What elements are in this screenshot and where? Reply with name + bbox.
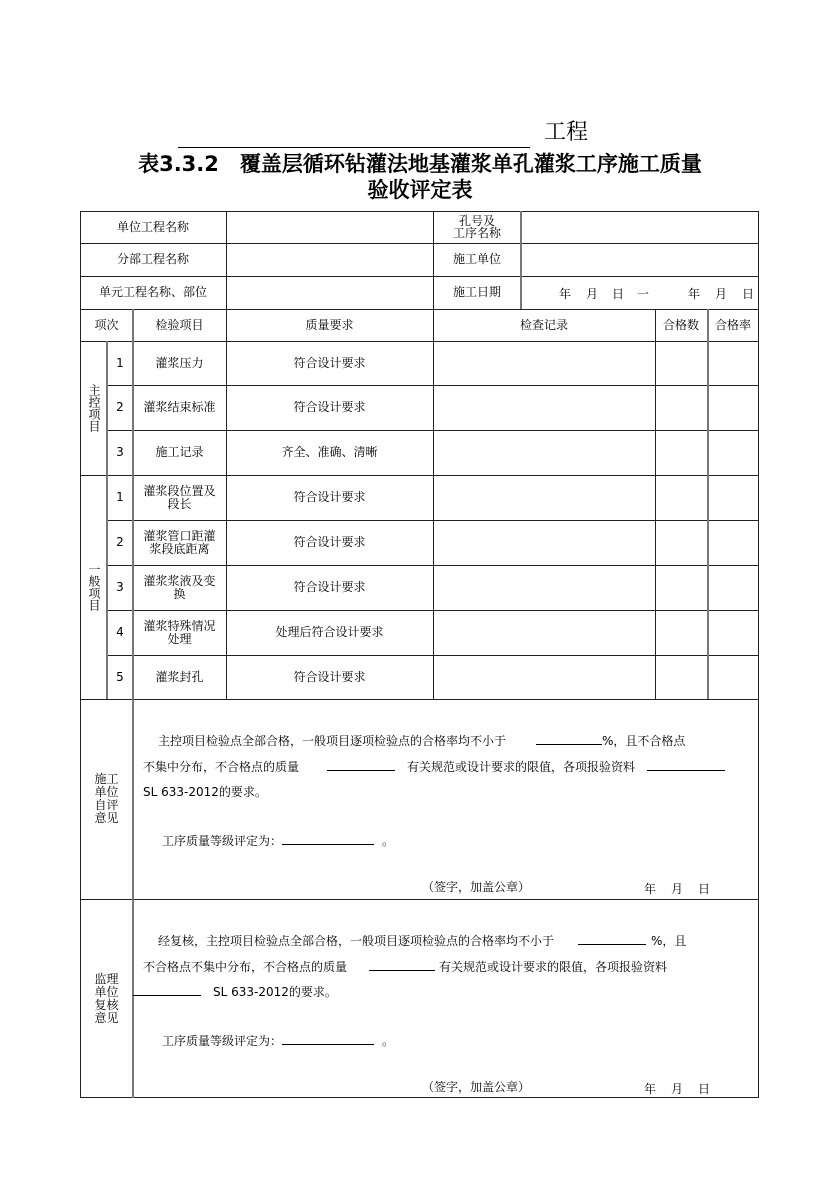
text: 。	[382, 834, 395, 848]
group-label-general-chars: 一般项目	[87, 563, 101, 611]
text: SL 633-2012的要求。	[213, 985, 337, 999]
inspection-item: 灌浆压力	[155, 355, 204, 370]
end-day: 日	[742, 287, 755, 301]
pass-count-field[interactable]	[655, 341, 707, 385]
text: %，且不合格点	[602, 734, 686, 748]
pass-rate-blank[interactable]	[536, 744, 602, 745]
quality-requirement: 符合设计要求	[293, 580, 366, 594]
row-number: 4	[116, 625, 124, 639]
unit-element-field[interactable]	[226, 276, 433, 309]
label-construction-date: 施工日期	[452, 285, 501, 299]
inspection-item: 灌浆管口距灌浆段底距离	[143, 528, 216, 556]
project-name-blank[interactable]	[178, 147, 530, 148]
label-division-project: 分部工程名称	[116, 252, 189, 266]
row-number: 5	[116, 669, 124, 684]
col-header-requirement: 质量要求	[305, 317, 354, 332]
quality-requirement: 符合设计要求	[293, 400, 366, 414]
inspection-item: 灌浆浆液及变换	[143, 573, 216, 601]
unit-project-field[interactable]	[226, 211, 433, 243]
label-line: 自评	[94, 798, 119, 812]
pass-rate-field[interactable]	[707, 430, 759, 475]
row-number: 3	[116, 445, 124, 459]
contractor-text-line2	[143, 760, 725, 774]
row-divider	[80, 699, 759, 700]
pass-count-field[interactable]	[655, 430, 707, 475]
quality-requirement: 符合设计要求	[293, 355, 366, 370]
supervisor-text-line2	[143, 960, 667, 974]
text: 有关规范或设计要求的限值，各项报验资料	[439, 960, 668, 974]
start-year: 年	[559, 287, 572, 301]
supervisor-grade-line	[162, 1034, 394, 1048]
label-line: 单位	[94, 785, 119, 799]
text: %，且	[651, 934, 687, 948]
documents-blank[interactable]	[647, 770, 725, 771]
inspection-record-field[interactable]	[433, 655, 655, 699]
row-number: 1	[116, 355, 124, 370]
text: 主控项目检验点全部合格，一般项目逐项检验点的合格率均不小于	[158, 734, 507, 748]
form-subtitle: 验收评定表	[367, 178, 473, 202]
construction-unit-field[interactable]	[521, 243, 759, 276]
col-header-pass-rate: 合格率	[714, 317, 751, 332]
label-hole-process-line2: 工序名称	[452, 226, 501, 240]
supervisor-opinion-label	[80, 899, 133, 1098]
inspection-item: 灌浆封孔	[155, 669, 204, 684]
contractor-text-line1	[158, 734, 685, 748]
end-month: 月	[715, 287, 728, 301]
label-line: 施工	[94, 772, 119, 786]
pass-count-field[interactable]	[655, 565, 707, 610]
grade-label: 工序质量等级评定为：	[162, 1034, 283, 1048]
start-day: 日	[612, 287, 625, 301]
text: 不合格点不集中分布，不合格点的质量	[143, 960, 348, 974]
contractor-opinion-label-text	[94, 773, 118, 825]
quality-blank[interactable]	[327, 770, 395, 771]
form-title: 表3.3.2 覆盖层循环钻灌法地基灌浆单孔灌浆工序施工质量	[138, 152, 702, 176]
pass-rate-field[interactable]	[707, 341, 759, 385]
pass-rate-blank[interactable]	[578, 944, 646, 945]
inspection-record-field[interactable]	[433, 610, 655, 655]
label-hole-process-line1: 孔号及	[458, 214, 495, 228]
supervisor-sign-note: （签字，加盖公章）	[422, 1080, 531, 1094]
label-line: 意见	[94, 811, 119, 825]
hole-process-field[interactable]	[521, 211, 759, 243]
supervisor-sign-day: 日	[698, 1082, 711, 1096]
inspection-item: 施工记录	[155, 445, 204, 459]
pass-count-field[interactable]	[655, 655, 707, 699]
inspection-item: 灌浆结束标准	[143, 400, 216, 414]
supervisor-sign-year: 年	[644, 1082, 657, 1096]
inspection-record-field[interactable]	[433, 475, 655, 520]
quality-requirement: 齐全、准确、清晰	[281, 445, 378, 459]
end-year: 年	[688, 287, 701, 301]
quality-requirement: 符合设计要求	[293, 490, 366, 504]
inspection-item: 灌浆段位置及段长	[143, 483, 216, 511]
row-divider	[80, 899, 759, 900]
pass-count-field[interactable]	[655, 385, 707, 430]
label-hole-process	[433, 211, 521, 243]
row-number: 2	[116, 535, 124, 549]
contractor-sign-note: （签字，加盖公章）	[422, 880, 531, 894]
group-label-main-control-chars: 主控项目	[87, 384, 101, 432]
inspection-record-field[interactable]	[433, 520, 655, 565]
group-label-main-control	[80, 341, 107, 475]
inspection-record-field[interactable]	[433, 430, 655, 475]
col-header-pass-count: 合格数	[662, 317, 699, 332]
col-header-item: 检验项目	[155, 317, 204, 332]
group-label-main-control-text	[87, 384, 100, 432]
grade-label: 工序质量等级评定为：	[162, 834, 283, 848]
contractor-grade-line	[162, 834, 394, 848]
col-header-record: 检查记录	[519, 317, 568, 332]
col-header-index: 项次	[94, 317, 119, 332]
pass-count-field[interactable]	[655, 475, 707, 520]
quality-blank[interactable]	[369, 970, 435, 971]
label-line: 监理	[94, 971, 119, 986]
pass-count-field[interactable]	[655, 610, 707, 655]
quality-requirement: 符合设计要求	[293, 669, 366, 684]
row-number: 3	[116, 580, 124, 594]
pass-rate-field[interactable]	[707, 655, 759, 699]
supervisor-opinion-label-text	[94, 973, 118, 1025]
pass-rate-field[interactable]	[707, 475, 759, 520]
project-suffix: 工程	[544, 120, 589, 145]
inspection-record-field[interactable]	[433, 341, 655, 385]
grade-blank[interactable]	[282, 1044, 374, 1045]
supervisor-sign-month: 月	[671, 1082, 684, 1096]
supervisor-text-line3	[133, 985, 337, 999]
pass-count-field[interactable]	[655, 520, 707, 565]
pass-rate-field[interactable]	[707, 520, 759, 565]
label-unit-project: 单位工程名称	[116, 219, 189, 234]
contractor-text-line3: SL 633-2012的要求。	[143, 785, 267, 799]
documents-blank[interactable]	[133, 995, 201, 996]
grade-blank[interactable]	[282, 844, 374, 845]
start-month: 月	[586, 287, 599, 301]
group-label-general	[80, 475, 107, 699]
row-number: 1	[116, 490, 124, 504]
construction-date-field[interactable]	[521, 276, 759, 309]
label-line: 单位	[94, 984, 119, 999]
quality-requirement: 符合设计要求	[293, 535, 366, 549]
text: 不集中分布，不合格点的质量	[143, 760, 300, 774]
group-label-general-text	[87, 563, 100, 611]
label-construction-unit: 施工单位	[452, 252, 501, 266]
division-project-field[interactable]	[226, 243, 433, 276]
contractor-sign-day: 日	[698, 882, 711, 896]
text: 有关规范或设计要求的限值，各项报验资料	[407, 760, 636, 774]
contractor-sign-month: 月	[671, 882, 684, 896]
inspection-record-field[interactable]	[433, 565, 655, 610]
label-line: 意见	[94, 1010, 119, 1025]
supervisor-text-line1	[158, 934, 686, 948]
inspection-item: 灌浆特殊情况处理	[143, 618, 216, 646]
text: 。	[382, 1034, 395, 1048]
text: 经复核，主控项目检验点全部合格，一般项目逐项检验点的合格率均不小于	[158, 934, 555, 948]
pass-rate-field[interactable]	[707, 610, 759, 655]
contractor-sign-year: 年	[644, 882, 657, 896]
label-unit-element: 单元工程名称、部位	[98, 285, 207, 299]
inspection-record-field[interactable]	[433, 385, 655, 430]
quality-requirement: 处理后符合设计要求	[275, 625, 384, 639]
pass-rate-field[interactable]	[707, 385, 759, 430]
contractor-opinion-label	[80, 699, 133, 899]
label-line: 复核	[94, 997, 119, 1012]
date-separator: 一	[637, 287, 650, 301]
row-number: 2	[116, 400, 124, 414]
pass-rate-field[interactable]	[707, 565, 759, 610]
